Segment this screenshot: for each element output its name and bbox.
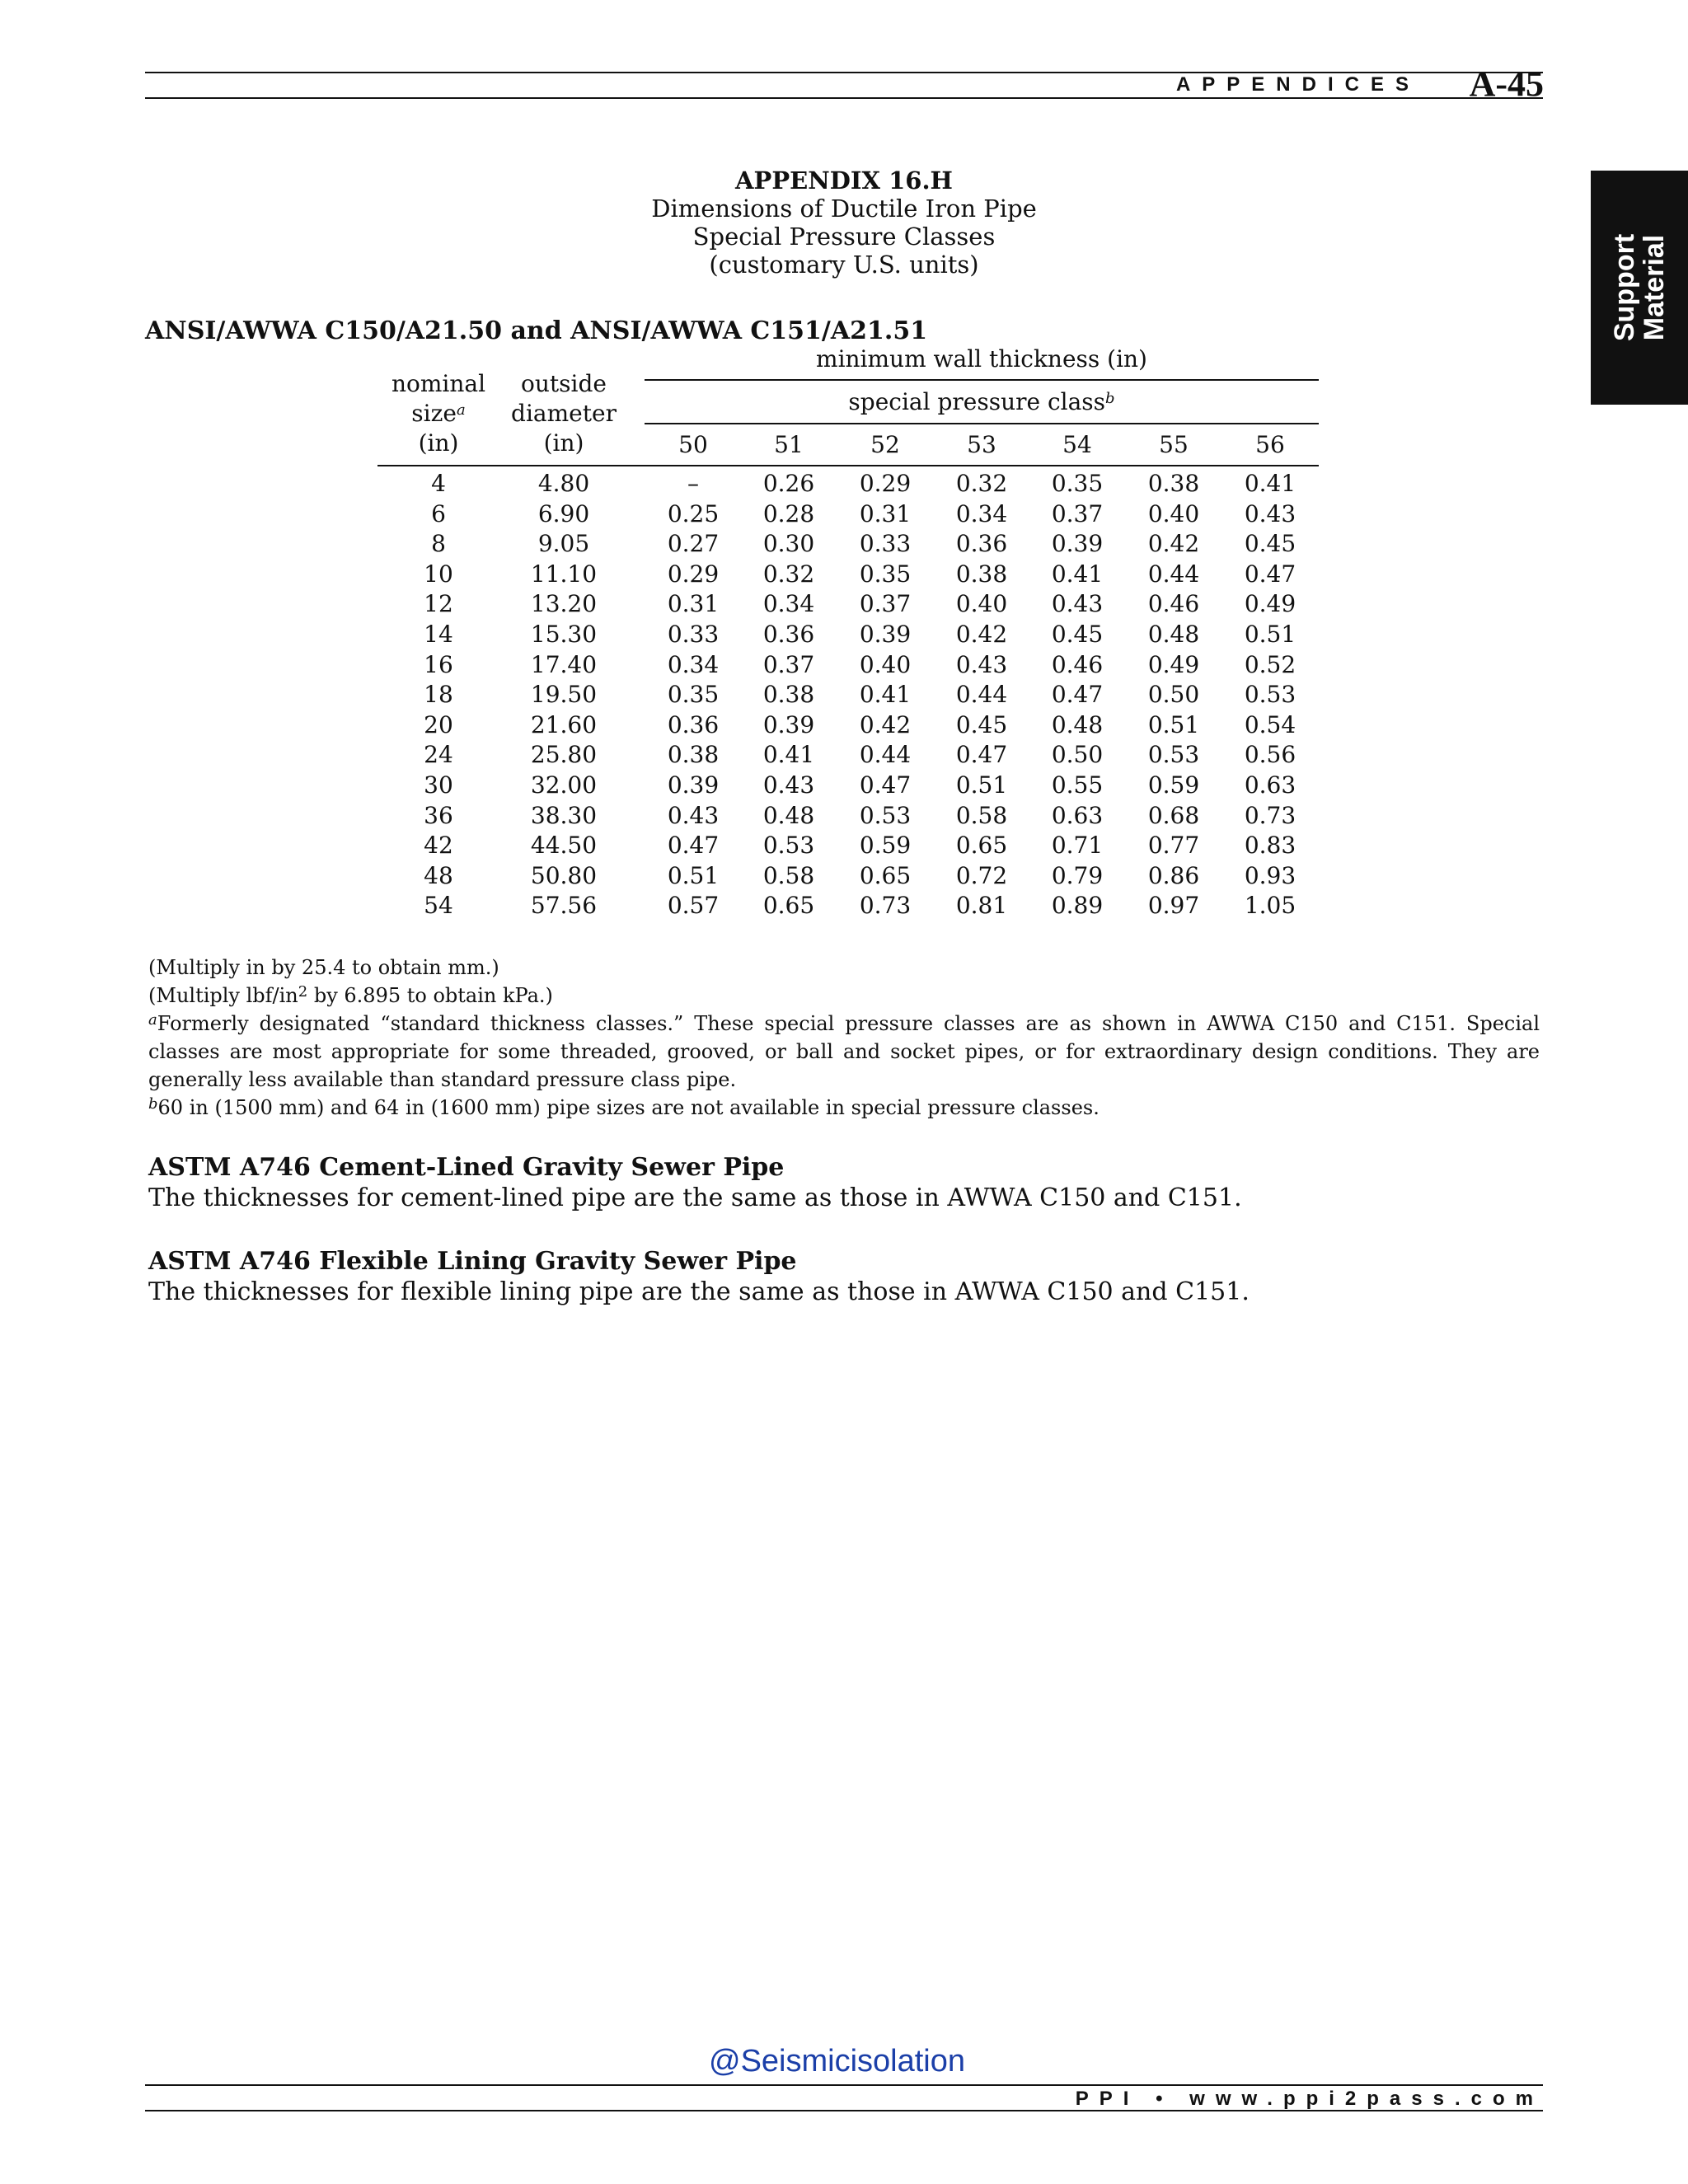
- wall-thickness-cell: 0.42: [955, 621, 1008, 648]
- col-header-outside: [509, 369, 618, 458]
- outside-diameter-cell: 4.80: [537, 470, 590, 497]
- wall-thickness-cell: 0.59: [1147, 771, 1200, 799]
- wall-thickness-cell: 0.25: [667, 499, 720, 527]
- outside-diameter-cell: 57.56: [530, 892, 598, 920]
- wall-thickness-cell: 0.34: [667, 650, 720, 678]
- wall-thickness-cell: 0.63: [1051, 801, 1104, 829]
- nominal-size-cell: 14: [424, 621, 453, 648]
- wall-thickness-cell: 0.42: [1147, 530, 1200, 558]
- wall-thickness-cell: 0.41: [1244, 470, 1296, 497]
- group-header-wall-thickness: minimum wall thickness (in): [816, 345, 1147, 373]
- wall-thickness-cell: 0.36: [762, 621, 815, 648]
- footnote-a-text: Formerly designated “standard thickness classes.” These special pressure classes are as shown in AWWA C150 and C151. Special classes are most appropriate for some threaded, grooved, or ball and socket pipes, or for extraordinary design conditions. They are generally less available than standard pressure class pipe.: [148, 1012, 1540, 1091]
- nominal-size-cell: 54: [424, 892, 453, 920]
- wall-thickness-cell: 0.71: [1051, 832, 1104, 860]
- wall-thickness-cell: 0.45: [1051, 621, 1104, 648]
- wall-thickness-cell: 0.65: [762, 892, 815, 920]
- header-section-label: APPENDICES: [1175, 73, 1420, 96]
- conv2-sup: 2: [298, 983, 308, 1001]
- appendix-title-line1: Dimensions of Ductile Iron Pipe: [651, 194, 1037, 223]
- wall-thickness-cell: 0.43: [762, 771, 815, 799]
- wall-thickness-cell: 0.81: [955, 892, 1008, 920]
- wall-thickness-cell: 0.49: [1244, 590, 1296, 618]
- pipe-dimension-table: [377, 344, 1319, 921]
- side-tab: [1591, 171, 1688, 405]
- wall-thickness-cell: 0.44: [859, 741, 912, 769]
- wall-thickness-cell: 0.43: [1051, 590, 1104, 618]
- col-header-outside-line3: (in): [543, 429, 584, 457]
- nominal-size-cell: 48: [424, 861, 453, 889]
- col-header-outside-line1: outside: [521, 370, 607, 397]
- flexible-lining-body: The thicknesses for flexible lining pipe are the same as those in AWWA C150 and C151.: [148, 1277, 1250, 1306]
- wall-thickness-cell: 0.58: [762, 861, 815, 889]
- outside-diameter-cell: 21.60: [530, 710, 598, 738]
- flexible-lining-heading: ASTM A746 Flexible Lining Gravity Sewer Pipe: [148, 1247, 797, 1276]
- outside-diameter-cell: 32.00: [530, 771, 598, 799]
- class-header: 55: [1159, 431, 1189, 458]
- wall-thickness-cell: 0.51: [1244, 621, 1296, 648]
- wall-thickness-cell: 1.05: [1244, 892, 1296, 920]
- wall-thickness-cell: 0.58: [955, 801, 1008, 829]
- wall-thickness-cell: 0.42: [859, 710, 912, 738]
- wall-thickness-cell: 0.38: [955, 560, 1008, 588]
- nominal-size-cell: 18: [424, 681, 453, 709]
- wall-thickness-cell: 0.41: [1051, 560, 1104, 588]
- wall-thickness-cell: 0.46: [1147, 590, 1200, 618]
- col-header-outside-line2: diameter: [511, 400, 617, 427]
- wall-thickness-cell: 0.53: [762, 832, 815, 860]
- appendix-number: APPENDIX 16.H: [735, 166, 953, 194]
- nominal-size-cell: 6: [431, 499, 446, 527]
- wall-thickness-cell: 0.47: [667, 832, 720, 860]
- wall-thickness-cell: 0.34: [955, 499, 1008, 527]
- header-bottom-rule: [377, 465, 1319, 466]
- nominal-size-cell: 16: [424, 650, 453, 678]
- wall-thickness-cell: 0.28: [762, 499, 815, 527]
- wall-thickness-cell: 0.54: [1244, 710, 1296, 738]
- wall-thickness-cell: 0.39: [667, 771, 720, 799]
- wall-thickness-cell: 0.79: [1051, 861, 1104, 889]
- wall-thickness-cell: 0.33: [667, 621, 720, 648]
- wall-thickness-cell: 0.40: [955, 590, 1008, 618]
- appendix-title-block: [577, 166, 1111, 279]
- wall-thickness-cell: 0.40: [1147, 499, 1200, 527]
- wall-thickness-cell: 0.72: [955, 861, 1008, 889]
- conversion-note-length: (Multiply in by 25.4 to obtain mm.): [148, 956, 499, 979]
- wall-thickness-cell: 0.33: [859, 530, 912, 558]
- conversion-note-pressure: [148, 982, 1540, 1010]
- subgroup-header-pressure-class: [645, 387, 1319, 417]
- side-tab-label: [1610, 234, 1669, 341]
- outside-diameter-cell: 15.30: [530, 621, 598, 648]
- wall-thickness-cell: 0.65: [859, 861, 912, 889]
- wall-thickness-cell: 0.34: [762, 590, 815, 618]
- wall-thickness-cell: 0.47: [859, 771, 912, 799]
- wall-thickness-cell: 0.43: [667, 801, 720, 829]
- nominal-size-cell: 42: [424, 832, 453, 860]
- wall-thickness-cell: 0.32: [955, 470, 1008, 497]
- col-header-nominal-line2: size: [411, 400, 457, 427]
- outside-diameter-cell: 13.20: [530, 590, 598, 618]
- outside-diameter-cell: 44.50: [530, 832, 598, 860]
- outside-diameter-cell: 9.05: [537, 530, 590, 558]
- outside-diameter-cell: 11.10: [530, 560, 598, 588]
- footnote-b-mark: b: [148, 1095, 158, 1113]
- appendix-title-line2: Special Pressure Classes: [692, 223, 996, 251]
- class-header: 54: [1062, 431, 1092, 458]
- col-header-nominal: [377, 369, 499, 458]
- wall-thickness-cell: 0.83: [1244, 832, 1296, 860]
- conv2-text-b: by 6.895 to obtain kPa.): [307, 984, 553, 1007]
- wall-thickness-cell: 0.65: [955, 832, 1008, 860]
- wall-thickness-cell: 0.44: [1147, 560, 1200, 588]
- wall-thickness-cell: 0.89: [1051, 892, 1104, 920]
- footer-rule-top: [145, 2084, 1543, 2086]
- footnote-b: [148, 1094, 1540, 1122]
- footnote-a: [148, 1010, 1540, 1094]
- class-header: 52: [870, 431, 900, 458]
- nominal-size-cell: 36: [424, 801, 453, 829]
- wall-thickness-cell: 0.56: [1244, 741, 1296, 769]
- notes-block: [148, 954, 1540, 1122]
- footnote-b-text: 60 in (1500 mm) and 64 in (1600 mm) pipe sizes are not available in special pressure classes.: [157, 1096, 1100, 1119]
- wall-thickness-cell: 0.27: [667, 530, 720, 558]
- cement-lined-body: The thicknesses for cement-lined pipe are the same as those in AWWA C150 and C151.: [148, 1183, 1242, 1212]
- wall-thickness-cell: 0.57: [667, 892, 720, 920]
- wall-thickness-cell: 0.47: [1051, 681, 1104, 709]
- wall-thickness-cell: 0.46: [1051, 650, 1104, 678]
- wall-thickness-cell: 0.32: [762, 560, 815, 588]
- nominal-size-cell: 24: [424, 741, 453, 769]
- wall-thickness-cell: 0.53: [1244, 681, 1296, 709]
- wall-thickness-cell: 0.41: [762, 741, 815, 769]
- wall-thickness-cell: 0.47: [1244, 560, 1296, 588]
- wall-thickness-cell: 0.55: [1051, 771, 1104, 799]
- wall-thickness-cell: 0.26: [762, 470, 815, 497]
- wall-thickness-cell: 0.38: [1147, 470, 1200, 497]
- wall-thickness-cell: 0.51: [1147, 710, 1200, 738]
- wall-thickness-cell: 0.73: [859, 892, 912, 920]
- wall-thickness-cell: 0.43: [1244, 499, 1296, 527]
- wall-thickness-cell: 0.29: [859, 470, 912, 497]
- nominal-size-cell: 8: [431, 530, 446, 558]
- wall-thickness-cell: 0.37: [1051, 499, 1104, 527]
- wall-thickness-cell: 0.39: [1051, 530, 1104, 558]
- class-header: 51: [774, 431, 804, 458]
- side-tab-line2: Material: [1639, 234, 1670, 341]
- wall-thickness-cell: 0.45: [1244, 530, 1296, 558]
- wall-thickness-cell: 0.35: [859, 560, 912, 588]
- wall-thickness-cell: 0.68: [1147, 801, 1200, 829]
- wall-thickness-cell: 0.41: [859, 681, 912, 709]
- outside-diameter-cell: 19.50: [530, 681, 598, 709]
- wall-thickness-cell: 0.30: [762, 530, 815, 558]
- nominal-size-cell: 10: [424, 560, 453, 588]
- subgroup-footnote-mark: b: [1105, 390, 1115, 407]
- appendix-title-line3: (customary U.S. units): [709, 251, 979, 279]
- wall-thickness-cell: 0.51: [667, 861, 720, 889]
- wall-thickness-cell: 0.59: [859, 832, 912, 860]
- outside-diameter-cell: 25.80: [530, 741, 598, 769]
- wall-thickness-cell: 0.52: [1244, 650, 1296, 678]
- wall-thickness-cell: 0.49: [1147, 650, 1200, 678]
- wall-thickness-cell: 0.35: [667, 681, 720, 709]
- class-header: 50: [678, 431, 708, 458]
- wall-thickness-cell: 0.97: [1147, 892, 1200, 920]
- wall-thickness-cell: –: [687, 470, 699, 497]
- wall-thickness-cell: 0.86: [1147, 861, 1200, 889]
- outside-diameter-cell: 50.80: [530, 861, 598, 889]
- nominal-footnote-mark: a: [456, 401, 466, 419]
- wall-thickness-cell: 0.36: [667, 710, 720, 738]
- wall-thickness-cell: 0.31: [859, 499, 912, 527]
- nominal-size-cell: 12: [424, 590, 453, 618]
- wall-thickness-cell: 0.47: [955, 741, 1008, 769]
- wall-thickness-cell: 0.38: [762, 681, 815, 709]
- wall-thickness-cell: 0.50: [1051, 741, 1104, 769]
- col-header-nominal-line3: (in): [418, 429, 459, 457]
- wall-thickness-cell: 0.53: [859, 801, 912, 829]
- wall-thickness-cell: 0.93: [1244, 861, 1296, 889]
- col-header-nominal-line1: nominal: [391, 370, 486, 397]
- wall-thickness-cell: 0.37: [859, 590, 912, 618]
- nominal-size-cell: 30: [424, 771, 453, 799]
- class-header: 53: [967, 431, 996, 458]
- col-header-nominal-line2-wrap: [377, 399, 499, 429]
- wall-thickness-cell: 0.48: [1147, 621, 1200, 648]
- wall-thickness-cell: 0.31: [667, 590, 720, 618]
- wall-thickness-cell: 0.51: [955, 771, 1008, 799]
- side-tab-line1: Support: [1609, 233, 1640, 342]
- footer-publisher-url: PPI • www.ppi2pass.com: [1075, 2088, 1544, 2110]
- wall-thickness-cell: 0.29: [667, 560, 720, 588]
- header-rule-bottom: [145, 97, 1543, 99]
- nominal-size-cell: 20: [424, 710, 453, 738]
- outside-diameter-cell: 6.90: [537, 499, 590, 527]
- wall-thickness-cell: 0.63: [1244, 771, 1296, 799]
- table-section-heading: ANSI/AWWA C150/A21.50 and ANSI/AWWA C151/A21.51: [145, 316, 928, 345]
- wall-thickness-cell: 0.38: [667, 741, 720, 769]
- outside-diameter-cell: 17.40: [530, 650, 598, 678]
- group-header-rule: [645, 379, 1319, 381]
- cement-lined-heading: ASTM A746 Cement-Lined Gravity Sewer Pipe: [148, 1153, 785, 1182]
- wall-thickness-cell: 0.53: [1147, 741, 1200, 769]
- nominal-size-cell: 4: [431, 470, 446, 497]
- subgroup-header-text: special pressure class: [848, 388, 1106, 415]
- wall-thickness-cell: 0.48: [1051, 710, 1104, 738]
- page-number: A-45: [1469, 63, 1544, 104]
- footnote-a-mark: a: [148, 1011, 157, 1029]
- wall-thickness-cell: 0.40: [859, 650, 912, 678]
- wall-thickness-cell: 0.43: [955, 650, 1008, 678]
- wall-thickness-cell: 0.77: [1147, 832, 1200, 860]
- wall-thickness-cell: 0.45: [955, 710, 1008, 738]
- class-header: 56: [1255, 431, 1285, 458]
- wall-thickness-cell: 0.36: [955, 530, 1008, 558]
- wall-thickness-cell: 0.37: [762, 650, 815, 678]
- wall-thickness-cell: 0.73: [1244, 801, 1296, 829]
- wall-thickness-cell: 0.50: [1147, 681, 1200, 709]
- subgroup-header-rule: [645, 423, 1319, 424]
- footer-rule-bottom: [145, 2110, 1543, 2111]
- watermark-text: @Seismicisolation: [709, 2044, 966, 2079]
- wall-thickness-cell: 0.35: [1051, 470, 1104, 497]
- wall-thickness-cell: 0.39: [762, 710, 815, 738]
- wall-thickness-cell: 0.44: [955, 681, 1008, 709]
- wall-thickness-cell: 0.48: [762, 801, 815, 829]
- wall-thickness-cell: 0.39: [859, 621, 912, 648]
- conv2-text-a: (Multiply lbf/in: [148, 984, 298, 1007]
- outside-diameter-cell: 38.30: [530, 801, 598, 829]
